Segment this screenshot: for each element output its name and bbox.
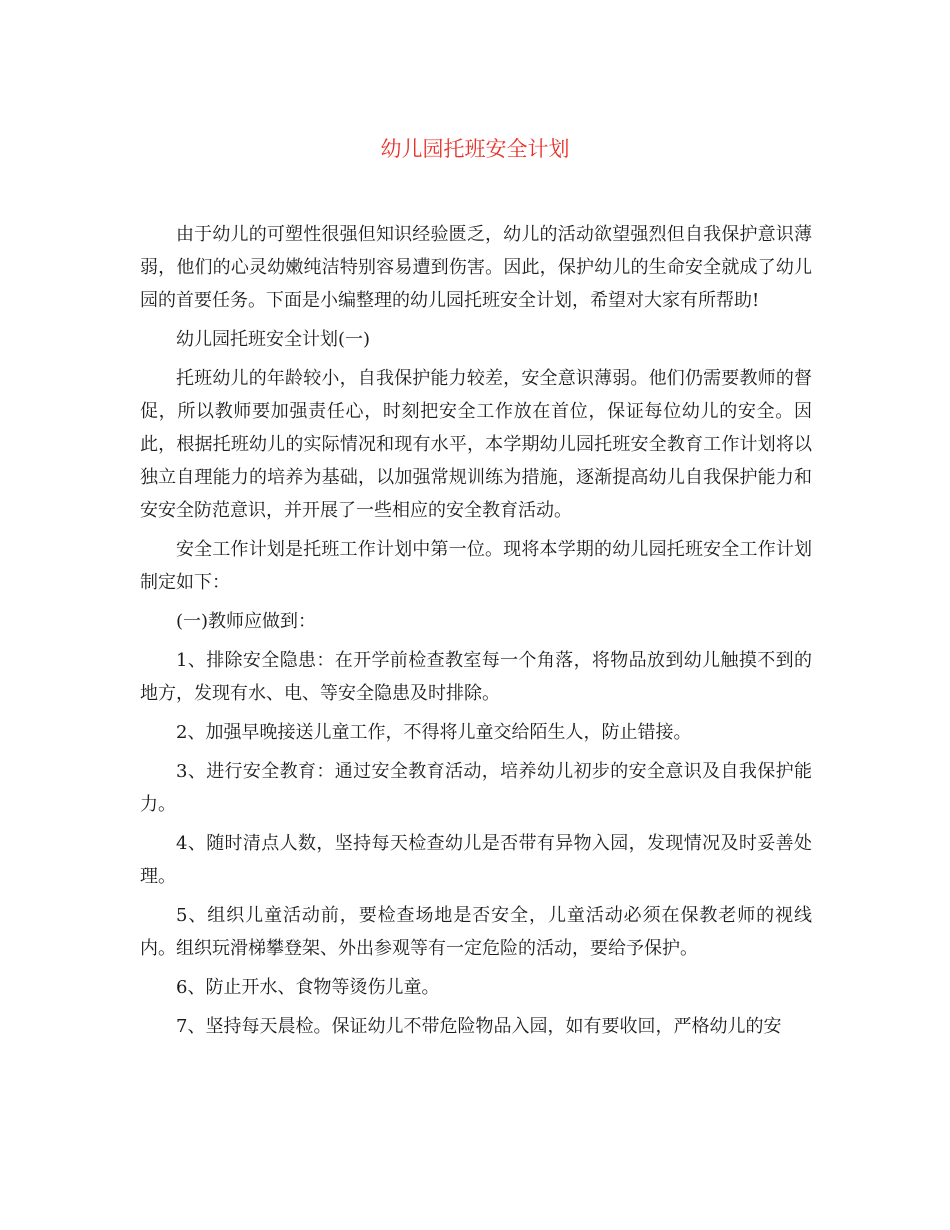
list-item: 1、排除安全隐患：在开学前检查教室每一个角落，将物品放到幼儿触摸不到的地方，发现有水、电、等安全隐患及时排除。 [140,650,812,704]
list-item: 3、进行安全教育：通过安全教育活动，培养幼儿初步的安全意识及自我保护能力。 [140,761,812,815]
paragraph-overview: 托班幼儿的年龄较小，自我保护能力较差，安全意识薄弱。他们仍需要教师的督促，所以教师要加强责任心，时刻把安全工作放在首位，保证每位幼儿的安全。因此，根据托班幼儿的实际情况和现有水平，本学期幼儿园托班安全教育工作计划将以独立自理能力的培养为基础，以加强常规训练为措施，逐渐提高幼儿自我保护能力和安安全防范意识，并开展了一些相应的安全教育活动。 [140,368,812,521]
document-body [140,218,812,1043]
list-item: 7、坚持每天晨检。保证幼儿不带危险物品入园，如有要收回，严格幼儿的安 [176,1016,782,1037]
paragraph-plan-intro: 安全工作计划是托班工作计划中第一位。现将本学期的幼儿园托班安全工作计划制定如下： [140,539,812,593]
list-item: 4、随时清点人数，坚持每天检查幼儿是否带有异物入园，发现情况及时妥善处理。 [140,833,812,887]
list-item: 5、组织儿童活动前，要检查场地是否安全，儿童活动必须在保教老师的视线内。组织玩滑梯攀登架、外出参观等有一定危险的活动，要给予保护。 [140,905,812,959]
list-item: 2、加强早晚接送儿童工作，不得将儿童交给陌生人，防止错接。 [176,722,692,743]
subsection-heading: (一)教师应做到： [176,611,317,632]
list-item: 6、防止开水、食物等烫伤儿童。 [176,977,440,998]
document-title: 幼儿园托班安全计划 [380,137,570,161]
paragraph-intro: 由于幼儿的可塑性很强但知识经验匮乏，幼儿的活动欲望强烈但自我保护意识薄弱，他们的心灵幼嫩纯洁特别容易遭到伤害。因此，保护幼儿的生命安全就成了幼儿园的首要任务。下面是小编整理的幼儿园托班安全计划，希望对大家有所帮助! [140,224,812,311]
section-heading: 幼儿园托班安全计划(一) [176,329,371,350]
